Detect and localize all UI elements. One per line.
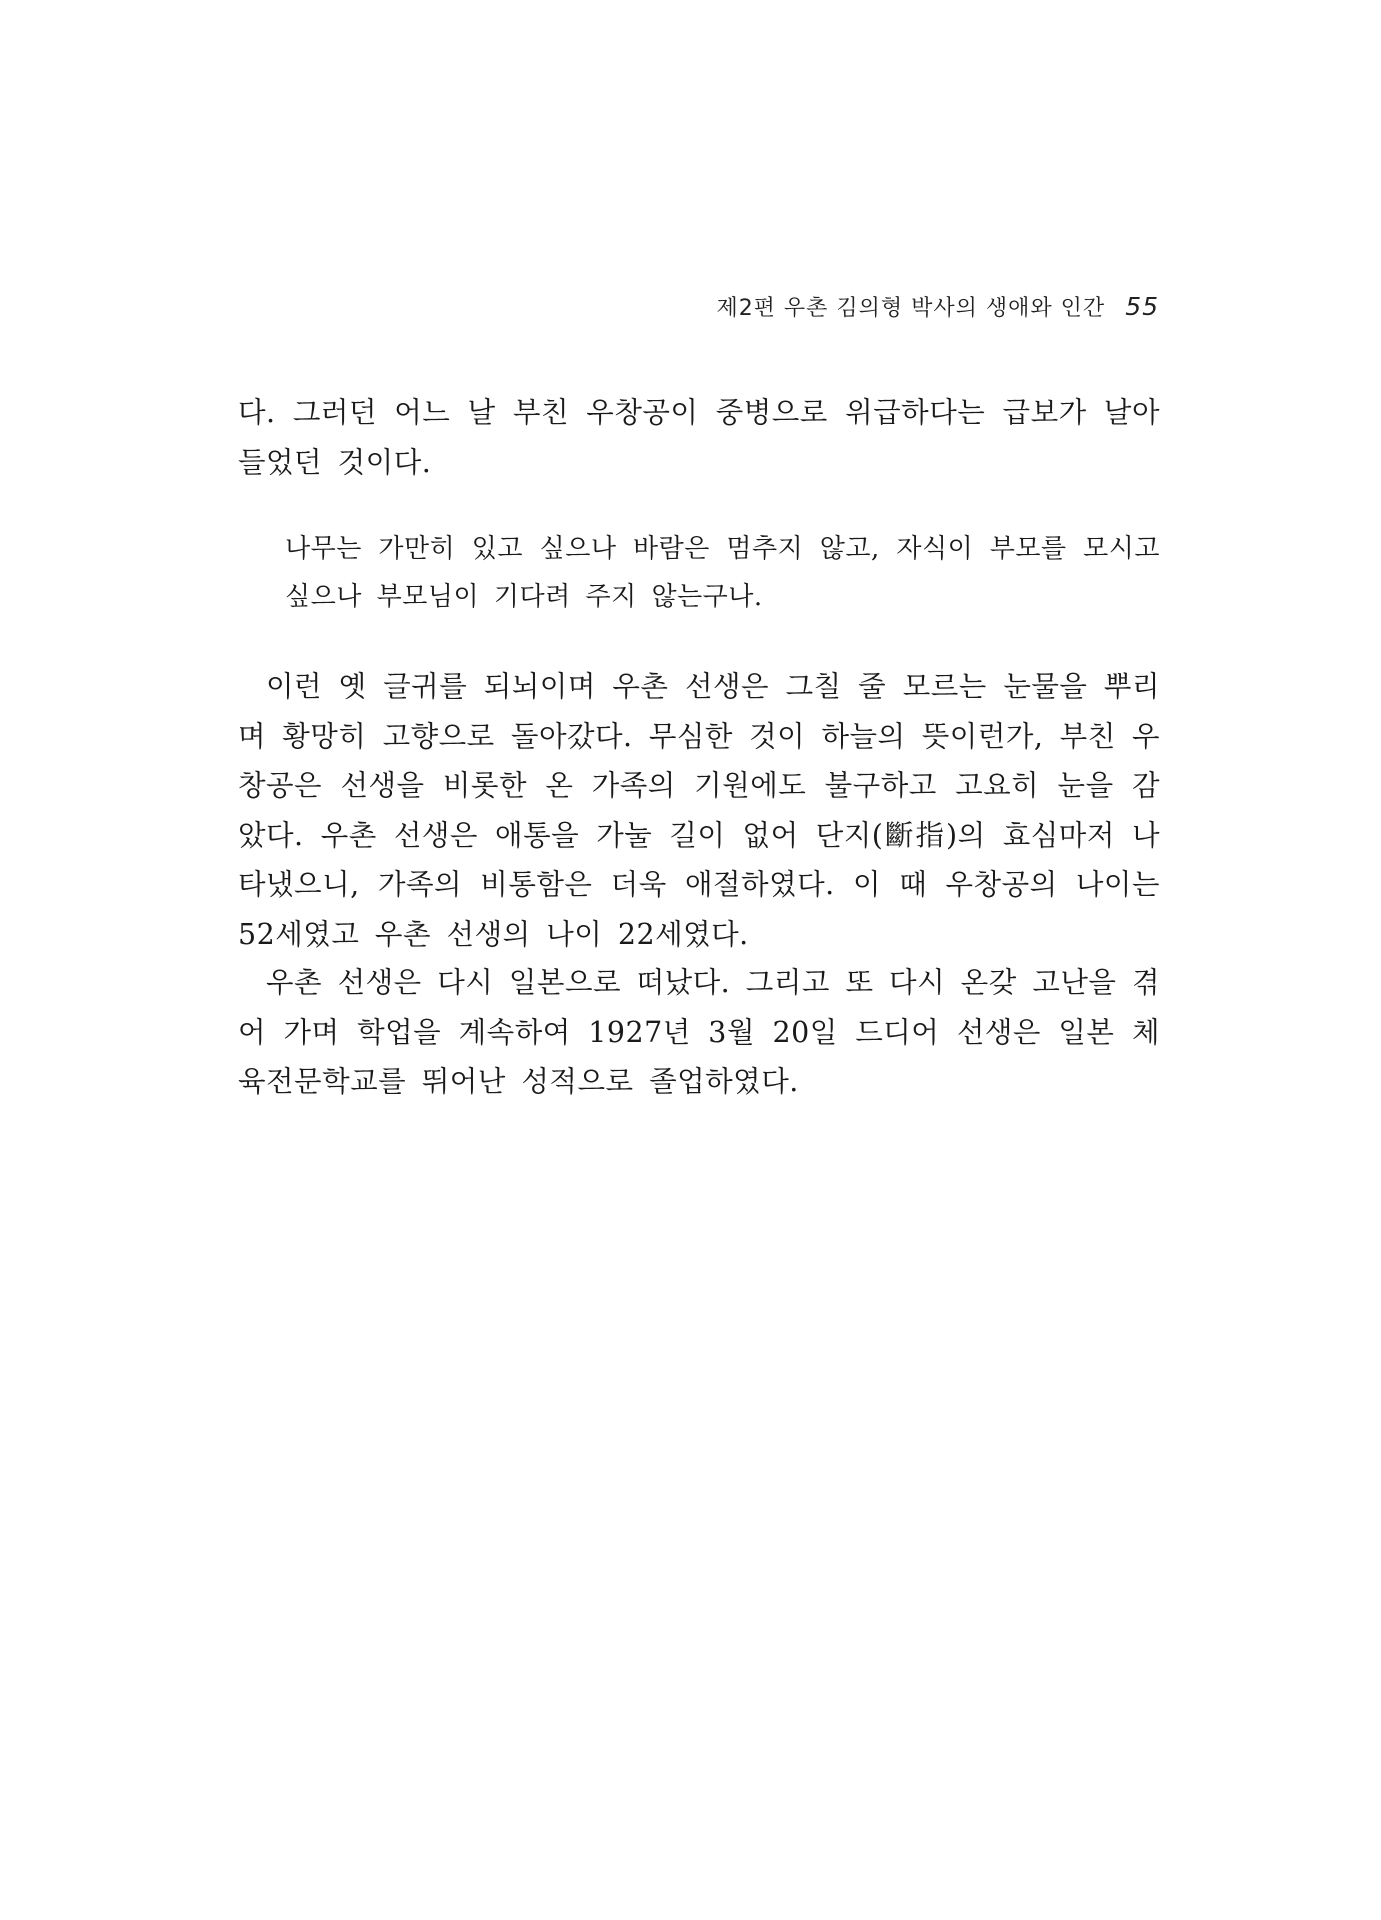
running-header: [716, 291, 1159, 322]
quote-text: 나무는 가만히 있고 싶으나 바람은 멈추지 않고, 자식이 부모를 모시고 싶으나 부모님이 기다려 주지 않는구나.: [285, 534, 1160, 612]
page-number: 55: [1125, 292, 1159, 321]
chapter-title: 제2편 우촌 김의형 박사의 생애와 인간: [716, 296, 1106, 321]
paragraph-return-home: 이런 옛 글귀를 되뇌이며 우촌 선생은 그칠 줄 모르는 눈물을 뿌리며 황망히 고향으로 돌아갔다. 무심한 것이 하늘의 뜻이런가, 부친 우창공은 선생을 비롯한 온 가족의 기원에도 불구하고 고요히 눈을 감았다. 우촌 선생은 애통을 가눌 길이 없어 단지(斷指)의 효심마저 나타냈으니, 가족의 비통함은 더욱 애절하였다. 이 때 우창공의 나이는 52세였고 우촌 선생의 나이 22세였다.: [238, 670, 1160, 951]
paragraph-graduation: 우촌 선생은 다시 일본으로 떠났다. 그리고 또 다시 온갖 고난을 겪어 가며 학업을 계속하여 1927년 3월 20일 드디어 선생은 일본 체육전문학교를 뛰어난 성적으로 졸업하였다.: [238, 966, 1160, 1098]
paragraph-continuation: 다. 그러던 어느 날 부친 우창공이 중병으로 위급하다는 급보가 날아 들었던 것이다.: [238, 396, 1160, 479]
quoted-passage: [263, 525, 1160, 621]
